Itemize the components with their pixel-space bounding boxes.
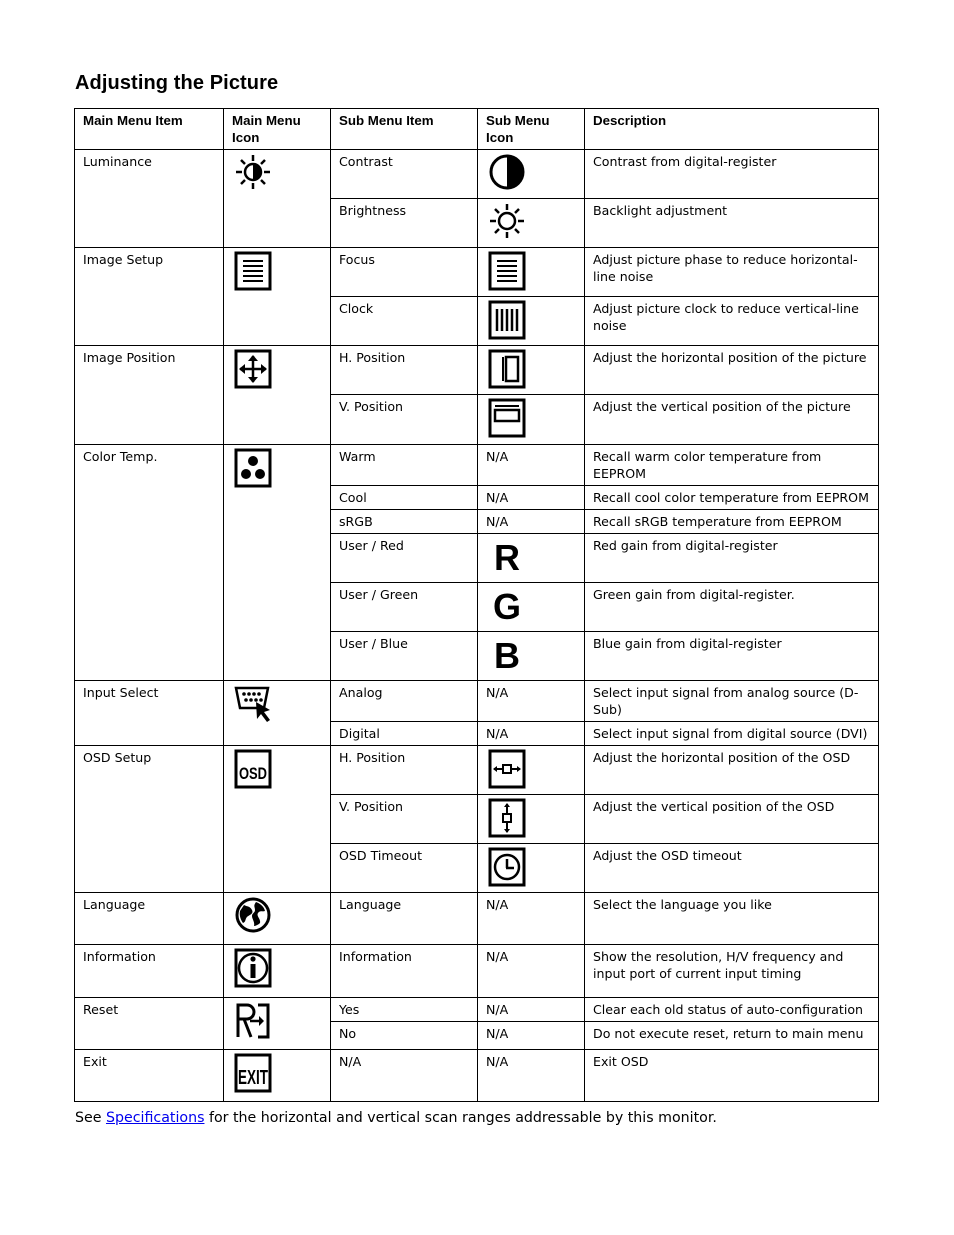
red-r-icon xyxy=(488,537,576,578)
column-header: Description xyxy=(585,109,879,150)
main-menu-item: Image Setup xyxy=(75,248,224,346)
sub-menu-icon-cell xyxy=(478,150,585,199)
sub-menu-icon-cell xyxy=(478,583,585,632)
svg-text:G: G xyxy=(492,586,522,627)
osd-h-position-icon xyxy=(488,749,576,789)
input-select-icon xyxy=(234,684,322,722)
sub-menu-icon-na: N/A xyxy=(478,998,585,1022)
sub-menu-item: Digital xyxy=(331,722,478,746)
main-menu-icon-cell xyxy=(224,445,331,681)
sub-menu-icon-cell xyxy=(478,248,585,297)
footer-prefix: See xyxy=(75,1110,106,1126)
sub-menu-item: sRGB xyxy=(331,510,478,534)
svg-text:EXIT: EXIT xyxy=(238,1067,268,1089)
description: Green gain from digital-register. xyxy=(585,583,879,632)
table-body xyxy=(75,150,879,1102)
sub-menu-item: Warm xyxy=(331,445,478,486)
description: Show the resolution, H/V frequency and input port of current input timing xyxy=(585,945,879,998)
sub-menu-item: Brightness xyxy=(331,199,478,248)
sub-menu-icon-cell xyxy=(478,199,585,248)
table-row xyxy=(75,150,879,199)
brightness-icon xyxy=(488,202,576,240)
sub-menu-icon-cell xyxy=(478,632,585,681)
main-menu-icon-cell xyxy=(224,893,331,945)
info-icon xyxy=(234,948,322,988)
column-header: Sub Menu Item xyxy=(331,109,478,150)
sub-menu-icon-cell xyxy=(478,297,585,346)
main-menu-icon-cell xyxy=(224,1050,331,1102)
h-position-icon xyxy=(488,349,576,389)
sub-menu-item: User / Red xyxy=(331,534,478,583)
column-header: Main Menu Item xyxy=(75,109,224,150)
osd-v-position-icon xyxy=(488,798,576,838)
focus-icon xyxy=(488,251,576,291)
green-g-icon xyxy=(488,586,576,627)
main-menu-item: Exit xyxy=(75,1050,224,1102)
sub-menu-icon-cell xyxy=(478,746,585,795)
sub-menu-item: V. Position xyxy=(331,795,478,844)
description: Clear each old status of auto-configuration xyxy=(585,998,879,1022)
sub-menu-item: Analog xyxy=(331,681,478,722)
table-row xyxy=(75,1050,879,1102)
description: Select input signal from analog source (D-Sub) xyxy=(585,681,879,722)
table-row xyxy=(75,445,879,486)
sub-menu-icon-na: N/A xyxy=(478,945,585,998)
main-menu-item: Image Position xyxy=(75,346,224,445)
description: Adjust picture phase to reduce horizontal-line noise xyxy=(585,248,879,297)
description: Adjust the horizontal position of the picture xyxy=(585,346,879,395)
main-menu-item: Luminance xyxy=(75,150,224,248)
sub-menu-item: No xyxy=(331,1022,478,1050)
sub-menu-icon-cell xyxy=(478,395,585,445)
description: Backlight adjustment xyxy=(585,199,879,248)
exit-icon xyxy=(234,1053,322,1093)
sub-menu-item: Yes xyxy=(331,998,478,1022)
clock-lines-icon xyxy=(488,300,576,340)
main-menu-item: Information xyxy=(75,945,224,998)
sub-menu-icon-cell xyxy=(478,534,585,583)
description: Select input signal from digital source (DVI) xyxy=(585,722,879,746)
sub-menu-icon-na: N/A xyxy=(478,445,585,486)
description: Adjust picture clock to reduce vertical-line noise xyxy=(585,297,879,346)
svg-text:B: B xyxy=(494,635,520,676)
description: Do not execute reset, return to main menu xyxy=(585,1022,879,1050)
table-row xyxy=(75,746,879,795)
main-menu-item: Language xyxy=(75,893,224,945)
table-row xyxy=(75,998,879,1022)
description: Adjust the horizontal position of the OSD xyxy=(585,746,879,795)
sub-menu-icon-na: N/A xyxy=(478,722,585,746)
table-row xyxy=(75,893,879,945)
globe-icon xyxy=(234,896,322,934)
sub-menu-icon-na: N/A xyxy=(478,1050,585,1102)
description: Select the language you like xyxy=(585,893,879,945)
sub-menu-icon-cell xyxy=(478,795,585,844)
v-position-icon xyxy=(488,398,576,438)
table-header-row xyxy=(75,109,879,150)
sub-menu-item: H. Position xyxy=(331,746,478,795)
sub-menu-item: OSD Timeout xyxy=(331,844,478,893)
main-menu-icon-cell xyxy=(224,945,331,998)
main-menu-icon-cell xyxy=(224,998,331,1050)
sub-menu-item: V. Position xyxy=(331,395,478,445)
footer-suffix: for the horizontal and vertical scan ranges addressable by this monitor. xyxy=(204,1110,717,1126)
svg-text:OSD: OSD xyxy=(239,764,267,783)
reset-icon xyxy=(234,1001,322,1041)
sub-menu-item: Cool xyxy=(331,486,478,510)
sub-menu-icon-na: N/A xyxy=(478,893,585,945)
sub-menu-item: Clock xyxy=(331,297,478,346)
description: Blue gain from digital-register xyxy=(585,632,879,681)
main-menu-item: OSD Setup xyxy=(75,746,224,893)
main-menu-item: Reset xyxy=(75,998,224,1050)
osd-timeout-icon xyxy=(488,847,576,887)
sub-menu-item: User / Blue xyxy=(331,632,478,681)
sub-menu-item: H. Position xyxy=(331,346,478,395)
description: Contrast from digital-register xyxy=(585,150,879,199)
description: Adjust the OSD timeout xyxy=(585,844,879,893)
column-header: Main Menu Icon xyxy=(224,109,331,150)
contrast-icon xyxy=(488,153,576,191)
description: Recall cool color temperature from EEPROM xyxy=(585,486,879,510)
table-row xyxy=(75,346,879,395)
main-menu-item: Input Select xyxy=(75,681,224,746)
sub-menu-item: Contrast xyxy=(331,150,478,199)
table-row xyxy=(75,945,879,998)
sub-menu-item: N/A xyxy=(331,1050,478,1102)
sub-menu-icon-na: N/A xyxy=(478,510,585,534)
sub-menu-item: Information xyxy=(331,945,478,998)
color-temp-icon xyxy=(234,448,322,488)
main-menu-icon-cell xyxy=(224,150,331,248)
description: Adjust the vertical position of the picture xyxy=(585,395,879,445)
sub-menu-item: Focus xyxy=(331,248,478,297)
sub-menu-item: User / Green xyxy=(331,583,478,632)
osd-icon xyxy=(234,749,322,789)
picture-adjustment-table xyxy=(74,108,879,1102)
main-menu-item: Color Temp. xyxy=(75,445,224,681)
main-menu-icon-cell xyxy=(224,746,331,893)
description: Adjust the vertical position of the OSD xyxy=(585,795,879,844)
description: Recall warm color temperature from EEPROM xyxy=(585,445,879,486)
main-menu-icon-cell xyxy=(224,248,331,346)
blue-b-icon xyxy=(488,635,576,676)
specifications-link[interactable]: Specifications xyxy=(105,1110,205,1126)
footer-note xyxy=(75,1110,717,1126)
sub-menu-item: Language xyxy=(331,893,478,945)
sub-menu-icon-na: N/A xyxy=(478,486,585,510)
svg-text:R: R xyxy=(494,537,520,578)
page-title: Adjusting the Picture xyxy=(75,72,279,94)
table-row xyxy=(75,681,879,722)
sub-menu-icon-na: N/A xyxy=(478,1022,585,1050)
main-menu-icon-cell xyxy=(224,346,331,445)
image-setup-icon xyxy=(234,251,322,291)
sub-menu-icon-na: N/A xyxy=(478,681,585,722)
column-header: Sub Menu Icon xyxy=(478,109,585,150)
sub-menu-icon-cell xyxy=(478,346,585,395)
main-menu-icon-cell xyxy=(224,681,331,746)
sub-menu-icon-cell xyxy=(478,844,585,893)
description: Recall sRGB temperature from EEPROM xyxy=(585,510,879,534)
description: Red gain from digital-register xyxy=(585,534,879,583)
table-row xyxy=(75,248,879,297)
image-position-icon xyxy=(234,349,322,389)
description: Exit OSD xyxy=(585,1050,879,1102)
luminance-icon xyxy=(234,153,322,191)
